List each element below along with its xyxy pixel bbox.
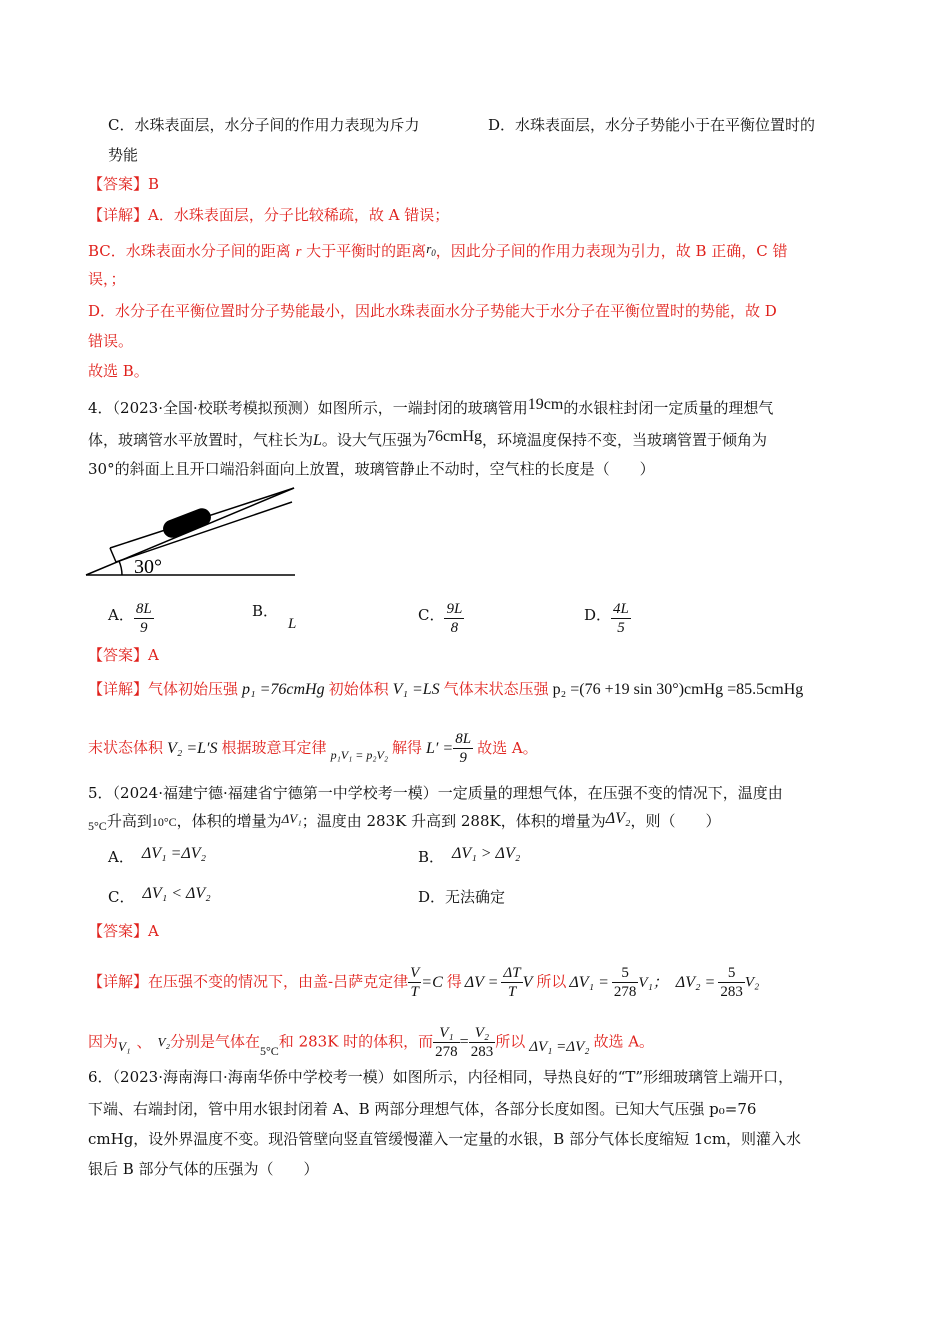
r0-symbol: $r_0$: [426, 241, 436, 258]
tube-closed-end: [110, 548, 116, 562]
q5-option-c: C． ΔV₁ < ΔV₂: [108, 885, 211, 906]
q6-stem-line4: 银后 B 部分气体的压强为（ ）: [88, 1160, 319, 1178]
q5-detail-line1: 【详解】在压强不变的情况下，由盖-吕萨克定律 $\frac{V}{T}$ =C 得 ΔV = $\frac{\Delta T}{T}$ V 所以 ΔV₁ = $\frac{5}{278}$ V₁； ΔV₂ = $\frac{5}{283}$ V₂: [88, 965, 760, 1000]
q5-option-b: B． ΔV₁ > ΔV₂: [418, 845, 521, 866]
q5-stem-line1: 5．（2024·福建宁德·福建省宁德第一中学校考一模）一定质量的理想气体，在压强不变的情况下，温度由: [88, 784, 783, 802]
q3-option-d: D．水珠表面层，水分子势能小于在平衡位置时的: [488, 116, 816, 134]
q5-option-a: A． ΔV₁ =ΔV₂: [108, 845, 207, 866]
q4-detail-line2: 末状态体积 V₂ =L′S 根据玻意耳定律 $_{p_1V_1 = p_2V_2}$ 解得 L′ = $\frac{8L}{9}$ 故选 A。: [88, 731, 538, 766]
q3-detail-line6: 故选 B。: [88, 362, 149, 380]
q4-answer: 【答案】A: [88, 646, 159, 664]
mercury-column: [160, 506, 213, 541]
q5-detail-line2: 因为V₁ 、 V₂分别是气体在$_{5^\circ C}$和 283K 时的体积，而 $\frac{\text{V₁}}{278}$ = $\frac{\text{V₂}}{283}$ 所以 ΔV₁ =ΔV₂ 故选 A。: [88, 1025, 655, 1060]
q4-stem-line2: 体，玻璃管水平放置时，气柱长为L。设大气压强为76cmHg，环境温度保持不变，当玻璃管置于倾角为: [88, 428, 768, 449]
q4-detail-line1: 【详解】气体初始压强 p₁ =76cmHg 初始体积 V₁ =LS 气体末状态压强 p₂ =(76 +19 sin 30°)cmHg =85.5cmHg: [88, 680, 804, 698]
q6-stem-line1: 6．（2023·海南海口·海南华侨中学校考一模）如图所示，内径相同，导热良好的“T”形细玻璃管上端开口，: [88, 1068, 794, 1086]
q4-option-d: D． $\frac{4L}{5}$: [584, 601, 629, 636]
q5-stem-line2: $_{5^\circ C}$升高到10°C，体积的增量为ΔV₁；温度由 283K 升高到 288K，体积的增量为ΔV₂，则（ ）: [88, 810, 721, 833]
q6-stem-line3: cmHg，设外界温度不变。现沿管壁向竖直管缓慢灌入一定量的水银，B 部分气体长度缩短 1cm，则灌入水: [88, 1130, 802, 1148]
q3-detail-line5: 错误。: [88, 332, 134, 350]
angle-label: 30°: [134, 556, 162, 578]
q3-option-d-cont: 势能: [108, 146, 139, 164]
angle-arc: [119, 561, 122, 575]
q4-option-b: B．L: [252, 602, 297, 632]
q3-detail-line2: BC．水珠表面水分子间的距离 r 大于平衡时的距离$r_0$，因此分子间的作用力表现为引力，故 B 正确，C 错: [88, 241, 788, 260]
q3-detail-line4: D．水分子在平衡位置时分子势能最小，因此水珠表面水分子势能大于水分子在平衡位置时的势能，故 D: [88, 302, 777, 320]
q4-figure-incline: [84, 484, 299, 580]
q5-answer: 【答案】A: [88, 922, 159, 940]
q4-option-a: A． $\frac{8L}{9}$: [108, 601, 152, 636]
q3-answer: 【答案】B: [88, 175, 160, 193]
q3-detail-line3: 误，；: [88, 270, 126, 288]
q4-stem-line1: 4．（2023·全国·校联考模拟预测）如图所示，一端封闭的玻璃管用19cm的水银柱封闭一定质量的理想气: [88, 396, 774, 417]
q6-stem-line2: 下端、右端封闭，管中用水银封闭着 A、B 两部分理想气体，各部分长度如图。已知大气压强 p₀=76: [88, 1100, 757, 1118]
q5-option-d: D．无法确定: [418, 888, 506, 906]
q4-option-c: C． $\frac{9L}{8}$: [418, 601, 463, 636]
q3-detail-line1: 【详解】A．水珠表面层，分子比较稀疏，故 A 错误；: [88, 206, 450, 224]
detail-label: 【详解】: [88, 206, 149, 224]
q4-stem-line3: 30°的斜面上且开口端沿斜面向上放置，玻璃管静止不动时，空气柱的长度是（ ）: [88, 460, 655, 478]
q3-option-c: C．水珠表面层，水分子间的作用力表现为斥力: [108, 116, 420, 134]
